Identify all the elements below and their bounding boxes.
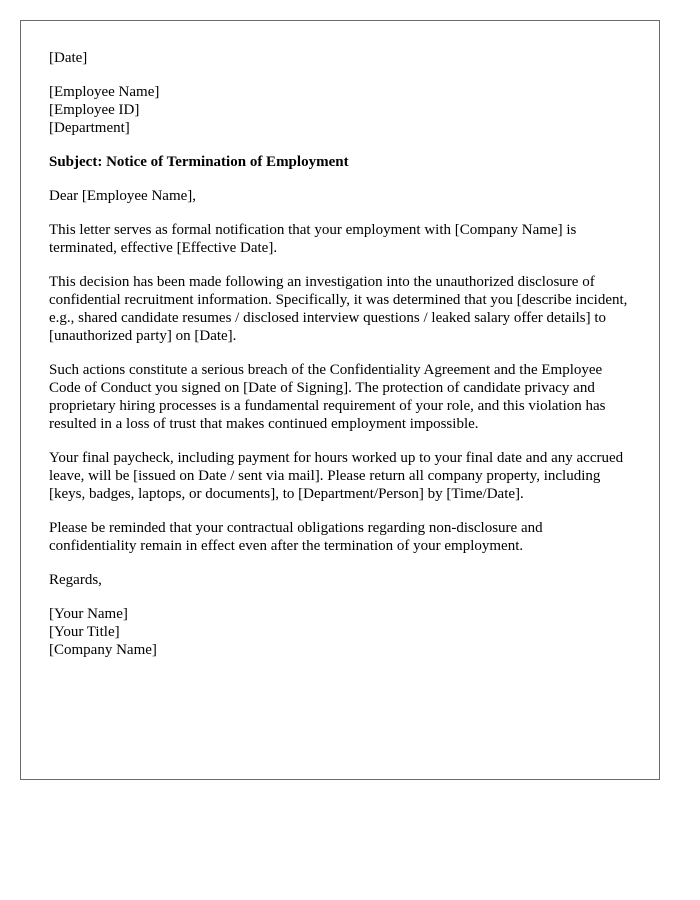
recipient-department: [Department] xyxy=(49,120,130,136)
body-paragraph-final-pay: Your final paycheck, including payment for hours worked up to your final date and any accrued leave, will be [issued on Date / sent via mail]. Please return all company property, including [keys, badges, laptops, or documents], to [Department/Person] by [Time/Date]. xyxy=(49,450,624,502)
signature-title: [Your Title] xyxy=(49,624,120,640)
letter-salutation: Dear [Employee Name], xyxy=(49,188,197,204)
body-paragraph-obligations: Please be reminded that your contractual obligations regarding non-disclosure and confidentiality remain in effect even after the termination of your employment. xyxy=(49,520,543,554)
body-paragraph-reason: This decision has been made following an investigation into the unauthorized disclosure of confidential recruitment information. Specifically, it was determined that you [describe incident, e.g., shared candidate resumes / disclosed interview questions / leaked salary offer details] to [unauthorized party] on [Date]. xyxy=(49,274,628,344)
recipient-name: [Employee Name] xyxy=(49,84,160,100)
signature-block xyxy=(49,605,631,659)
recipient-id: [Employee ID] xyxy=(49,102,140,118)
signature-name: [Your Name] xyxy=(49,606,128,622)
letter-date: [Date] xyxy=(49,50,88,66)
letter-date-block xyxy=(49,49,631,67)
body-paragraph-notification: This letter serves as formal notification that your employment with [Company Name] is terminated, effective [Effective Date]. xyxy=(49,222,577,256)
body-paragraph-breach: Such actions constitute a serious breach of the Confidentiality Agreement and the Employee Code of Conduct you signed on [Date of Signing]. The protection of candidate privacy and proprietary hiring processes is a fundamental requirement of your role, and this violation has resulted in a loss of trust that makes continued employment impossible. xyxy=(49,362,606,432)
letter-closing: Regards, xyxy=(49,572,102,588)
letter-page xyxy=(20,20,660,780)
signature-company: [Company Name] xyxy=(49,642,157,658)
recipient-block xyxy=(49,83,631,137)
letter-subject: Subject: Notice of Termination of Employment xyxy=(49,154,349,170)
